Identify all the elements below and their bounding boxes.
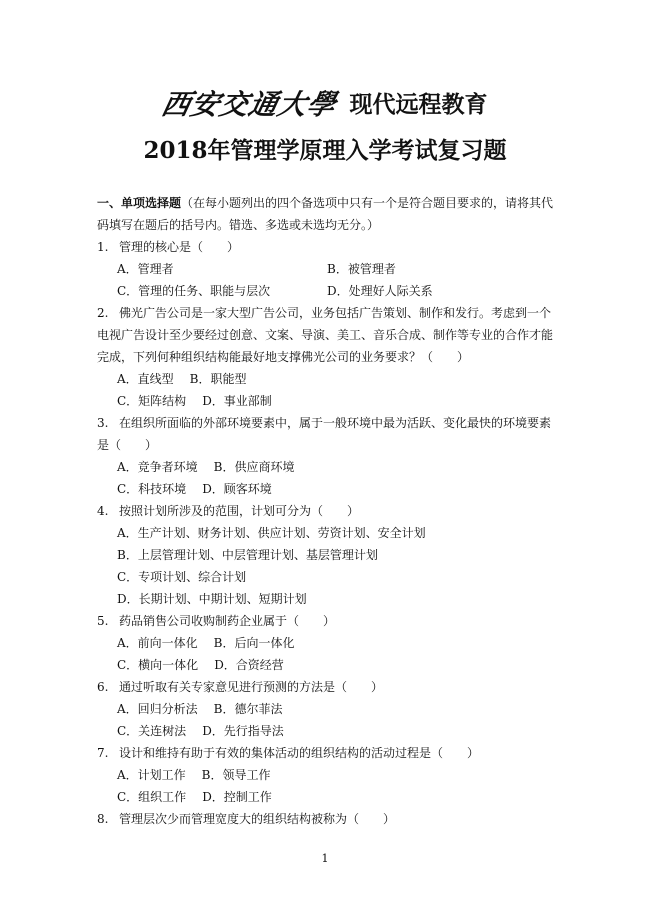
- answer-option: B．领导工作: [201, 768, 271, 782]
- answer-option: D．顾客环境: [202, 482, 272, 496]
- answer-option: C．专项计划、综合计划: [117, 570, 247, 584]
- question-item: [97, 412, 557, 456]
- document-title: 2018年管理学原理入学考试复习题: [143, 137, 507, 164]
- answer-option: B．后向一体化: [213, 636, 295, 650]
- answer-option: A．计划工作: [117, 768, 186, 782]
- answer-option: D．事业部制: [202, 394, 272, 408]
- answer-option: B．德尔菲法: [213, 702, 283, 716]
- question-number: 5.: [97, 614, 109, 628]
- option-row: [97, 588, 557, 610]
- answer-option: A．回归分析法: [117, 702, 198, 716]
- answer-option: D．先行指导法: [202, 724, 284, 738]
- option-row: [97, 654, 557, 676]
- option-row: [97, 258, 557, 280]
- option-row: [97, 566, 557, 588]
- answer-option: D．控制工作: [202, 790, 272, 804]
- document-header: [0, 86, 650, 168]
- page-number: 1: [321, 852, 329, 865]
- question-item: [97, 742, 557, 764]
- question-item: [97, 808, 557, 830]
- option-row: [97, 368, 557, 390]
- section-intro: [97, 192, 557, 236]
- answer-option: C．管理的任务、职能与层次: [117, 284, 271, 298]
- answer-option: A．直线型: [117, 372, 174, 386]
- answer-option: C．科技环境: [117, 482, 187, 496]
- answer-option: A．竞争者环境: [117, 460, 198, 474]
- question-item: [97, 676, 557, 698]
- answer-option: B．上层管理计划、中层管理计划、基层管理计划: [117, 548, 378, 562]
- question-number: 8.: [97, 812, 109, 826]
- document-content: [97, 192, 557, 830]
- question-text: 设计和维持有助于有效的集体活动的组织结构的活动过程是（ ）: [119, 746, 480, 760]
- option-row: [97, 478, 557, 500]
- answer-option: C．关连树法: [117, 724, 187, 738]
- answer-option: D．处理好人际关系: [327, 284, 433, 298]
- question-number: 1.: [97, 240, 109, 254]
- question-number: 2.: [97, 306, 109, 320]
- question-number: 6.: [97, 680, 109, 694]
- question-number: 4.: [97, 504, 109, 518]
- answer-option: B．供应商环境: [213, 460, 295, 474]
- question-text: 通过听取有关专家意见进行预测的方法是（ ）: [119, 680, 384, 694]
- answer-option: D．长期计划、中期计划、短期计划: [117, 592, 307, 606]
- question-item: [97, 302, 557, 368]
- question-number: 3.: [97, 416, 109, 430]
- answer-option: B．职能型: [189, 372, 247, 386]
- option-row: [97, 280, 557, 302]
- answer-option: C．组织工作: [117, 790, 187, 804]
- option-row: [97, 720, 557, 742]
- answer-option: C．矩阵结构: [117, 394, 187, 408]
- option-row: [97, 522, 557, 544]
- option-row: [97, 456, 557, 478]
- question-item: [97, 236, 557, 258]
- answer-option: D．合资经营: [214, 658, 284, 672]
- header-subtitle: 现代远程教育: [349, 91, 488, 118]
- answer-option: A．前向一体化: [117, 636, 198, 650]
- question-text: 药品销售公司收购制药企业属于（ ）: [119, 614, 336, 628]
- header-line: [0, 86, 650, 122]
- question-text: 管理的核心是（ ）: [119, 240, 240, 254]
- question-list: [97, 236, 557, 830]
- answer-option: B．被管理者: [327, 262, 396, 276]
- question-text: 管理层次少而管理宽度大的组织结构被称为（ ）: [119, 812, 396, 826]
- option-row: [97, 632, 557, 654]
- question-text: 在组织所面临的外部环境要素中，属于一般环境中最为活跃、变化最快的环境要素是（ ）: [97, 416, 552, 452]
- answer-option: C．横向一体化: [117, 658, 199, 672]
- question-item: [97, 500, 557, 522]
- option-row: [97, 544, 557, 566]
- section-heading: 一、单项选择题: [97, 196, 182, 210]
- section-instruction: （在每小题列出的四个备选项中只有一个是符合题目要求的，请将其代码填写在题后的括号内。错选、多选或未选均无分。）: [97, 196, 554, 232]
- option-row: [97, 698, 557, 720]
- university-logo: 西安交通大學: [159, 87, 341, 121]
- option-row: [97, 390, 557, 412]
- question-text: 按照计划所涉及的范围，计划可分为（ ）: [119, 504, 360, 518]
- option-row: [97, 786, 557, 808]
- answer-option: A．管理者: [117, 262, 174, 276]
- question-number: 7.: [97, 746, 109, 760]
- question-text: 佛光广告公司是一家大型广告公司，业务包括广告策划、制作和发行。考虑到一个电视广告设计至少要经过创意、文案、导演、美工、音乐合成、制作等专业的合作才能完成，下列何种组织结构能最好地支撑佛光公司的业务要求？（ ）: [97, 306, 554, 364]
- option-row: [97, 764, 557, 786]
- answer-option: A．生产计划、财务计划、供应计划、劳资计划、安全计划: [117, 526, 426, 540]
- question-item: [97, 610, 557, 632]
